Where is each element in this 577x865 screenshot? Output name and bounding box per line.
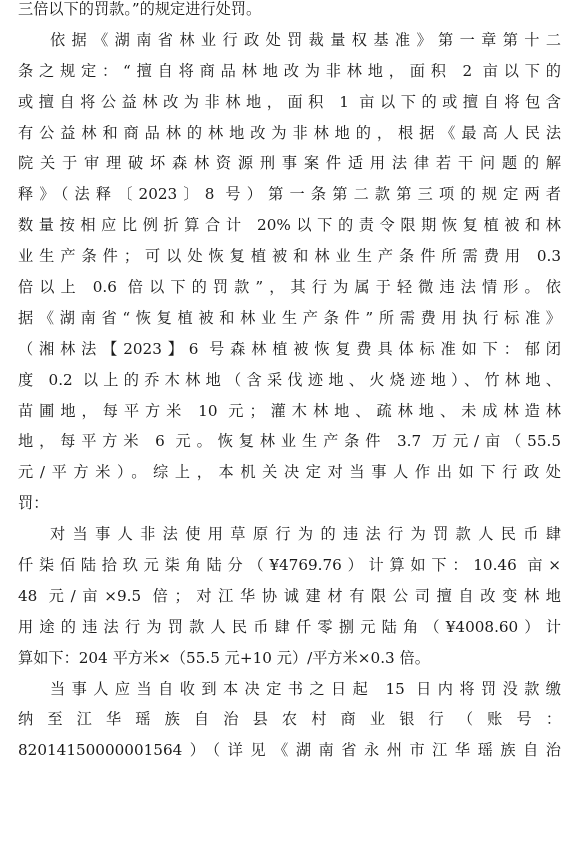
text-line: 元/平方米）。综上，本机关决定对当事人作出如下行政处 — [18, 463, 561, 482]
text-line: 仟柒佰陆拾玖元柒角陆分（¥4769.76）计算如下：10.46 亩× — [18, 556, 561, 575]
text-line: 依据《湖南省林业行政处罚裁量权基准》第一章第十二 — [50, 30, 561, 49]
text-line: 82014150000001564）（详见《湖南省永州市江华瑶族自治 — [18, 741, 561, 760]
text-line: 纳至江华瑶族自治县农村商业银行（账号： — [18, 710, 561, 729]
text-line: 罚： — [18, 494, 49, 513]
text-line: 地，每平方米 6 元。恢复林业生产条件 3.7 万元/亩（55.5 — [18, 432, 561, 451]
text-line: 苗圃地，每平方米 10 元；灌木林地、疏林地、未成林造林 — [18, 401, 561, 420]
text-line: 条之规定：“擅自将商品林地改为非林地，面积 2 亩以下的 — [18, 61, 561, 80]
paragraph-penalty-calculation — [18, 519, 561, 673]
text-line: 有公益林和商品林的林地改为非林地的，根据《最高人民法 — [18, 123, 561, 142]
text-line: 用途的违法行为罚款人民币肆仟零捌元陆角（¥4008.60）计 — [18, 617, 561, 636]
text-line: （湘林法【2023】6 号森林植被恢复费具体标准如下：郁闭 — [18, 339, 561, 358]
text-line: 院关于审理破坏森林资源刑事案件适用法律若干问题的解 — [18, 154, 561, 173]
paragraph-legal-basis — [18, 25, 561, 519]
text-line: 48 元/亩×9.5 倍；对江华协诚建材有限公司擅自改变林地 — [18, 586, 561, 605]
text-line: 三倍以下的罚款。”的规定进行处罚。 — [18, 0, 262, 18]
paragraph-penalty-tail — [18, 0, 561, 25]
text-line: 据《湖南省“恢复植被和林业生产条件”所需费用执行标准》 — [18, 308, 561, 327]
text-line: 释》（法释〔2023〕8 号）第一条第二款第三项的规定两者 — [18, 185, 561, 204]
text-line: 算如下：204 平方米×（55.5 元+10 元）/平方米×0.3 倍。 — [18, 648, 430, 667]
text-line: 或擅自将公益林改为非林地，面积 1 亩以下的或擅自将包含 — [18, 92, 561, 111]
text-line: 对当事人非法使用草原行为的违法行为罚款人民币肆 — [50, 525, 561, 544]
text-line: 数量按相应比例折算合计 20%以下的责令限期恢复植被和林 — [18, 216, 561, 235]
text-line: 倍以上 0.6 倍以下的罚款”，其行为属于轻微违法情形。依 — [18, 278, 561, 297]
text-line: 业生产条件；可以处恢复植被和林业生产条件所需费用 0.3 — [18, 247, 561, 266]
text-line: 度 0.2 以上的乔木林地（含采伐迹地、火烧迹地）、竹林地、 — [18, 370, 561, 389]
paragraph-payment-instructions — [18, 674, 561, 767]
text-line: 当事人应当自收到本决定书之日起 15 日内将罚没款缴 — [50, 679, 561, 698]
document-body — [18, 0, 561, 766]
